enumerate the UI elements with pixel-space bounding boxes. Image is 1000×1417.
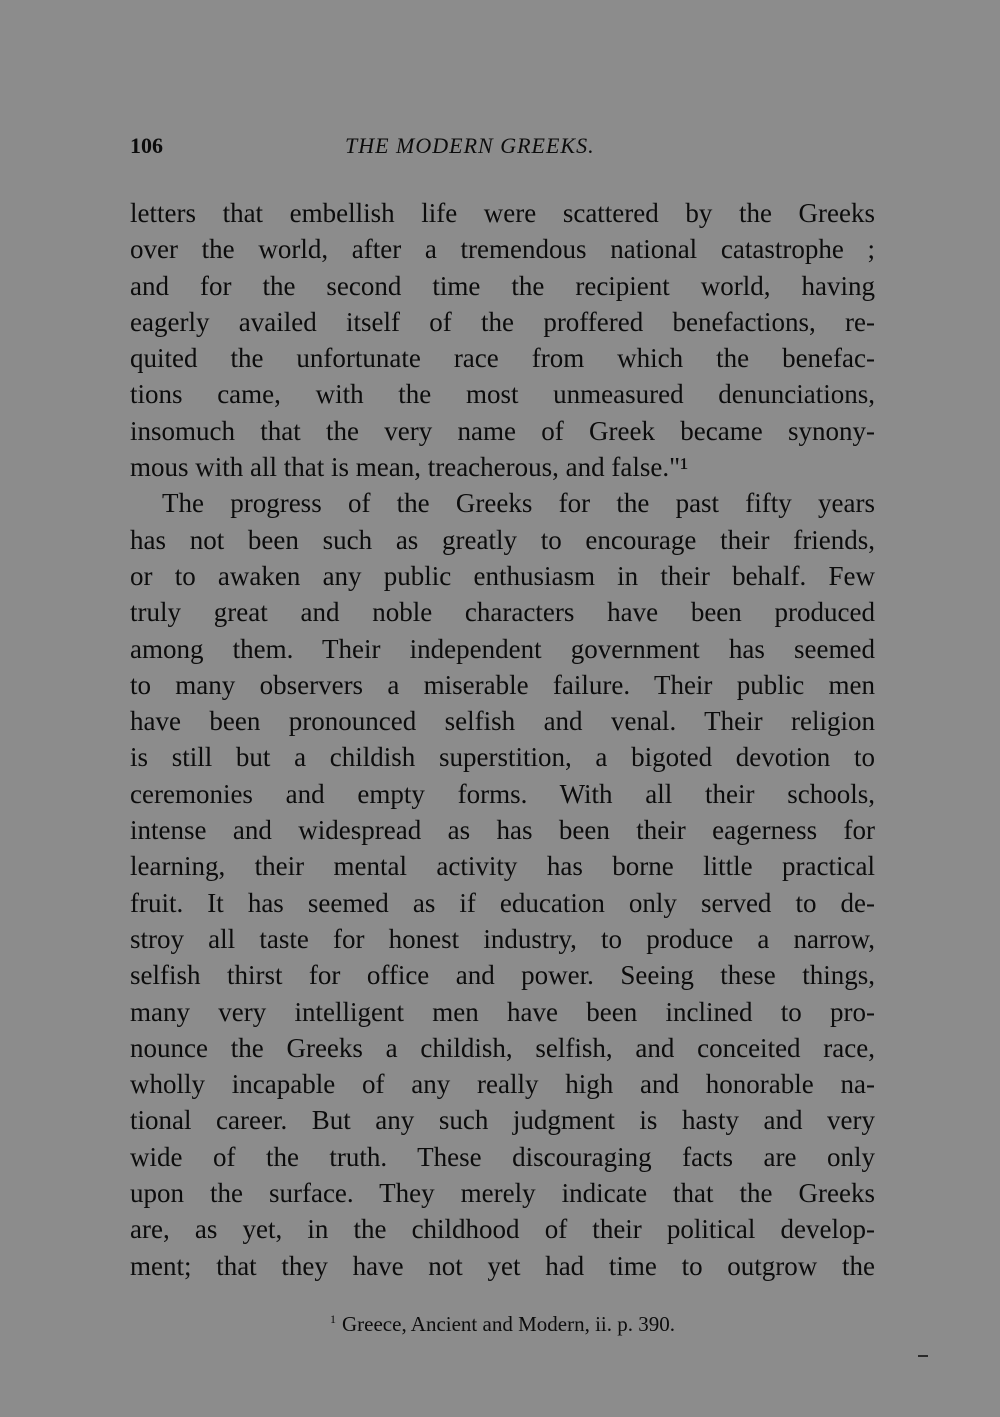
text-line: is still but a childish superstition, a bigoted devotion to [130, 742, 875, 773]
text-line: mous with all that is mean, treacherous, and false."¹ [130, 452, 689, 483]
text-line: ment; that they have not yet had time to outgrow the [130, 1250, 875, 1281]
text-line: stroy all taste for honest industry, to produce a narrow, [130, 923, 875, 954]
text-line: eagerly availed itself of the proffered benefactions, re- [130, 306, 875, 337]
footnote [130, 1302, 875, 1341]
running-head [130, 128, 875, 164]
text-line: have been pronounced selfish and venal. Their religion [130, 706, 875, 737]
text-line: learning, their mental activity has borne little practical [130, 851, 875, 882]
text-line: tions came, with the most unmeasured denunciations, [130, 379, 875, 410]
text-line: has not been such as greatly to encourage their friends, [130, 524, 875, 555]
body-text [130, 195, 875, 1284]
footnote-text: Greece, Ancient and Modern, ii. p. 390. [342, 1312, 675, 1336]
text-line: selfish thirst for office and power. Seeing these things, [130, 960, 875, 991]
text-line: nounce the Greeks a childish, selfish, and conceited race, [130, 1032, 875, 1063]
text-line: to many observers a miserable failure. Their public men [130, 669, 875, 700]
text-line: ceremonies and empty forms. With all their schools, [130, 778, 875, 809]
text-line: fruit. It has seemed as if education only served to de- [130, 887, 875, 918]
text-line: wide of the truth. These discouraging facts are only [130, 1141, 875, 1172]
text-line: insomuch that the very name of Greek became synony- [130, 415, 875, 446]
text-line: upon the surface. They merely indicate that the Greeks [130, 1178, 875, 1209]
text-line: or to awaken any public enthusiasm in their behalf. Few [130, 560, 875, 591]
running-title: THE MODERN GREEKS. [345, 133, 595, 158]
scan-mark [918, 1355, 928, 1357]
text-line: and for the second time the recipient world, having [130, 270, 875, 301]
text-line: letters that embellish life were scattered by the Greeks [130, 198, 875, 228]
text-line: wholly incapable of any really high and honorable na- [130, 1069, 875, 1100]
text-line: over the world, after a tremendous national catastrophe ; [130, 234, 875, 265]
text-line: quited the unfortunate race from which the benefac- [130, 343, 875, 374]
page-number: 106 [130, 133, 163, 158]
footnote-marker: 1 [330, 1312, 336, 1326]
text-line: The progress of the Greeks for the past fifty years [162, 488, 875, 519]
text-line: tional career. But any such judgment is hasty and very [130, 1105, 875, 1136]
text-line: intense and widespread as has been their eagerness for [130, 815, 875, 846]
text-line: truly great and noble characters have been produced [130, 597, 875, 628]
text-line: are, as yet, in the childhood of their political develop- [130, 1214, 875, 1245]
text-line: among them. Their independent government has seemed [130, 633, 875, 664]
text-line: many very intelligent men have been inclined to pro- [130, 996, 875, 1027]
